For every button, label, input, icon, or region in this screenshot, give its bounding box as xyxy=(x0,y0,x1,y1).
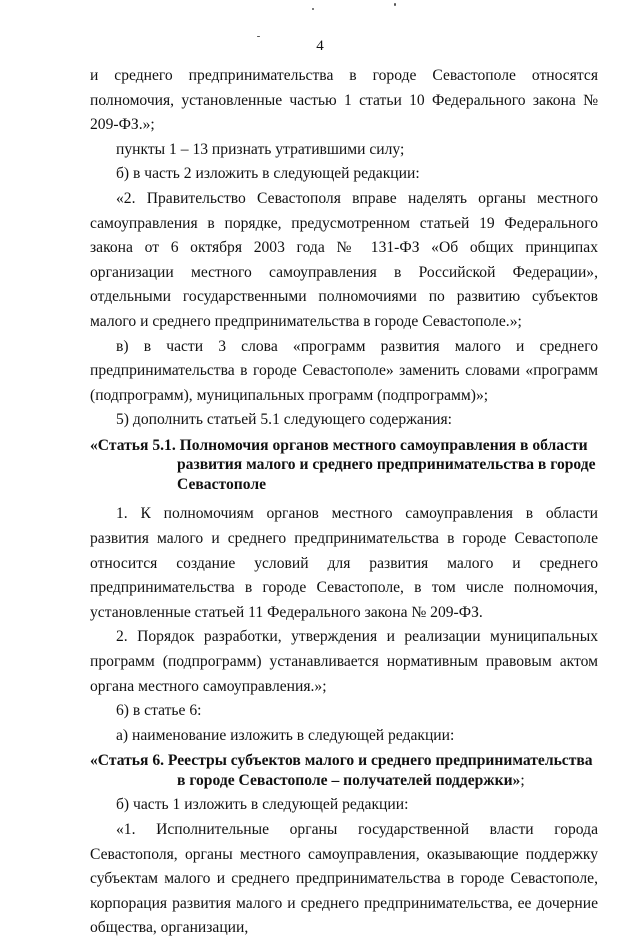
paragraph: а) наименование изложить в следующей редакции: xyxy=(116,726,455,744)
paragraph: «2. Правительство Севастополя вправе наделять органы местного самоуправления в порядке, предусмотренном статьей 19 Федерального закона от 6 октября 2003 года № 131-ФЗ «Об общих принципах организации местного самоуправления в Российской Федерации», отдельными государственными полномочиями по развитию субъектов малого и среднего предпринимательства в городе Севастополе.»; xyxy=(90,189,598,330)
scan-speck xyxy=(257,36,260,37)
paragraph: 5) дополнить статьей 5.1 следующего содержания: xyxy=(116,411,453,429)
paragraph: пункты 1 – 13 признать утратившими силу; xyxy=(116,140,405,158)
scan-speck xyxy=(312,8,314,10)
paragraph: 6) в статье 6: xyxy=(116,702,202,720)
paragraph: «1. Исполнительные органы государственной власти города Севастополя, органы местного самоуправления, оказывающие поддержку субъектам малого и среднего предпринимательства в городе Севастополе, корпорация развития малого и среднего предпринимательства, ее дочерние общества, организации, xyxy=(90,820,598,937)
article-title: «Статья 5.1. Полномочия органов местного самоуправления в области развития малого и среднего предпринимательства в городе Севастополе xyxy=(90,436,596,493)
paragraph: б) в часть 2 изложить в следующей редакции: xyxy=(116,165,420,183)
article-title xyxy=(90,751,598,790)
article-title-suffix: ; xyxy=(520,771,525,789)
paragraph: б) часть 1 изложить в следующей редакции: xyxy=(116,796,409,814)
scan-speck xyxy=(394,3,396,6)
page-number: 4 xyxy=(316,38,324,54)
document-body xyxy=(90,64,598,941)
article-title-text: «Статья 6. Реестры субъектов малого и среднего предпринимательства в городе Севастополе – получателей поддержки» xyxy=(90,752,593,789)
paragraph: 2. Порядок разработки, утверждения и реализации муниципальных программ (подпрограмм) устанавливается нормативным правовым актом органа местного самоуправления.»; xyxy=(90,628,598,695)
paragraph: в) в части 3 слова «программ развития малого и среднего предпринимательства в городе Севастополе» заменить словами «программ (подпрограмм), муниципальных программ (подпрограмм)»; xyxy=(90,337,598,404)
paragraph: 1. К полномочиям органов местного самоуправления в области развития малого и среднего предпринимательства в городе Севастополе относится создание условий для развития малого и среднего предпринимательства в городе Севастополе, в том числе полномочия, установленные статьей 11 Федерального закона № 209-ФЗ. xyxy=(90,505,598,621)
paragraph: и среднего предпринимательства в городе Севастополе относятся полномочия, установленные частью 1 статьи 10 Федерального закона № 209-ФЗ.»; xyxy=(90,67,598,134)
